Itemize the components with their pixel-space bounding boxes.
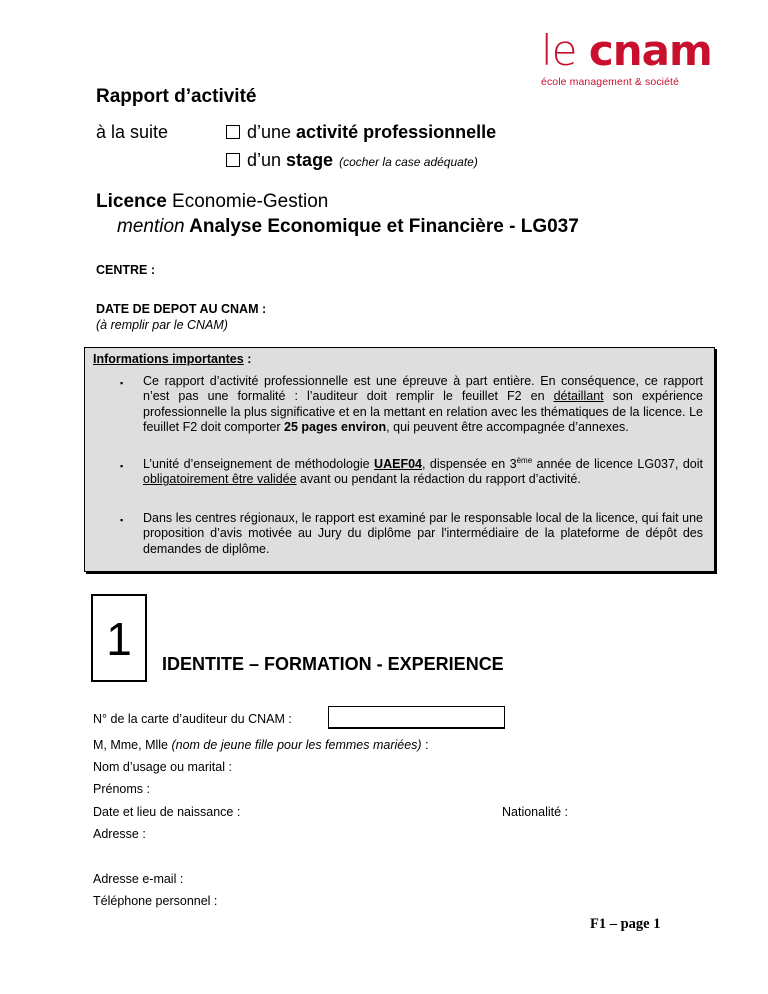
p1-text-a: Ce rapport d’activité professionnelle est une épreuve à part entière. En conséquence, ce rapport n’est pas une formalité : l’auditeur doit remplir le feuillet F2 en: [143, 374, 703, 404]
page-title: Rapport d’activité: [96, 86, 257, 107]
nom-label-a: M, Mme, Mlle: [93, 738, 172, 752]
p1-underline: détaillant: [553, 389, 604, 404]
depot-note: (à remplir par le CNAM): [96, 318, 228, 332]
logo-tagline: école management & société: [541, 76, 680, 88]
nom-label-b: :: [421, 738, 429, 752]
bullet-icon: ▪: [120, 461, 124, 471]
usage-label: Nom d’usage ou marital :: [93, 760, 232, 774]
licence-bold: Licence: [96, 191, 167, 212]
checkbox-stage[interactable]: [226, 153, 240, 167]
option-stage-prefix: d’un: [247, 150, 287, 170]
nom-label: [93, 738, 429, 752]
carte-label: N° de la carte d’auditeur du CNAM :: [93, 712, 292, 726]
email-label: Adresse e-mail :: [93, 872, 184, 886]
info-title-suffix: :: [243, 352, 252, 366]
mention-name: Analyse Economique et Financière - LG037: [184, 216, 579, 237]
logo-le: le: [541, 26, 577, 75]
adresse-label: Adresse :: [93, 827, 146, 841]
info-title-text: Informations importantes: [93, 352, 244, 366]
p2-underline: obligatoirement être validée: [143, 472, 297, 487]
p2-text-a: L’unité d’enseignement de méthodologie: [143, 457, 375, 471]
info-paragraph-1: [143, 374, 703, 436]
carte-input[interactable]: [328, 706, 505, 729]
bullet-icon: ▪: [120, 515, 124, 525]
p2-bold: UAEF04: [374, 457, 422, 471]
section-heading: IDENTITE – FORMATION - EXPERIENCE: [162, 654, 504, 674]
option-stage-label: stage: [286, 150, 334, 170]
page-footer: F1 – page 1: [590, 916, 661, 932]
depot-label: DATE DE DEPOT AU CNAM :: [96, 302, 267, 316]
option-note: (cocher la case adéquate): [339, 155, 478, 169]
nom-note: (nom de jeune fille pour les femmes mariées): [171, 738, 422, 752]
checkbox-activite[interactable]: [226, 125, 240, 139]
p1-text-b: son expérience professionnelle la plus significative et en la mettant en relation avec les thématiques de la licence. Le feuillet F2 doit comporter: [143, 389, 703, 435]
naissance-label: Date et lieu de naissance :: [93, 805, 241, 819]
bullet-icon: ▪: [120, 378, 124, 388]
option-stage: [226, 150, 478, 171]
logo-cnam: cnam: [588, 26, 712, 75]
option-activite: [226, 122, 496, 143]
info-paragraph-2: [143, 457, 703, 488]
mention-label: mention: [117, 216, 185, 237]
option-activite-prefix: d’une: [247, 122, 297, 142]
p2-text-d: avant ou pendant la rédaction du rapport d’activité.: [296, 472, 581, 487]
prenoms-label: Prénoms :: [93, 782, 150, 796]
telephone-label: Téléphone personnel :: [93, 894, 218, 908]
nationalite-label: Nationalité :: [502, 805, 569, 819]
info-paragraph-3: Dans les centres régionaux, le rapport est examiné par le responsable local de la licence, qui fait une proposition d’avis motivée au Jury du diplôme par l'intermédiaire de la plateforme de dépôt des demandes de diplôme.: [143, 511, 703, 556]
centre-label: CENTRE :: [96, 263, 156, 277]
p2-sup: ème: [516, 455, 533, 465]
p1-bold: 25 pages environ: [284, 420, 387, 435]
licence-mention: [117, 216, 579, 238]
section-number: 1: [106, 613, 132, 665]
suite-label: à la suite: [96, 122, 169, 142]
p2-text-c: année de licence LG037, doit: [532, 457, 703, 471]
p2-text-b: , dispensée en 3: [421, 457, 517, 471]
p1-text-c: , qui peuvent être accompagnée d’annexes.: [386, 420, 629, 435]
licence-title: [96, 191, 328, 213]
cnam-logo: [541, 26, 712, 75]
option-activite-label: activité professionnelle: [296, 122, 497, 142]
licence-rest: Economie-Gestion: [166, 191, 329, 212]
info-title: [93, 352, 251, 366]
